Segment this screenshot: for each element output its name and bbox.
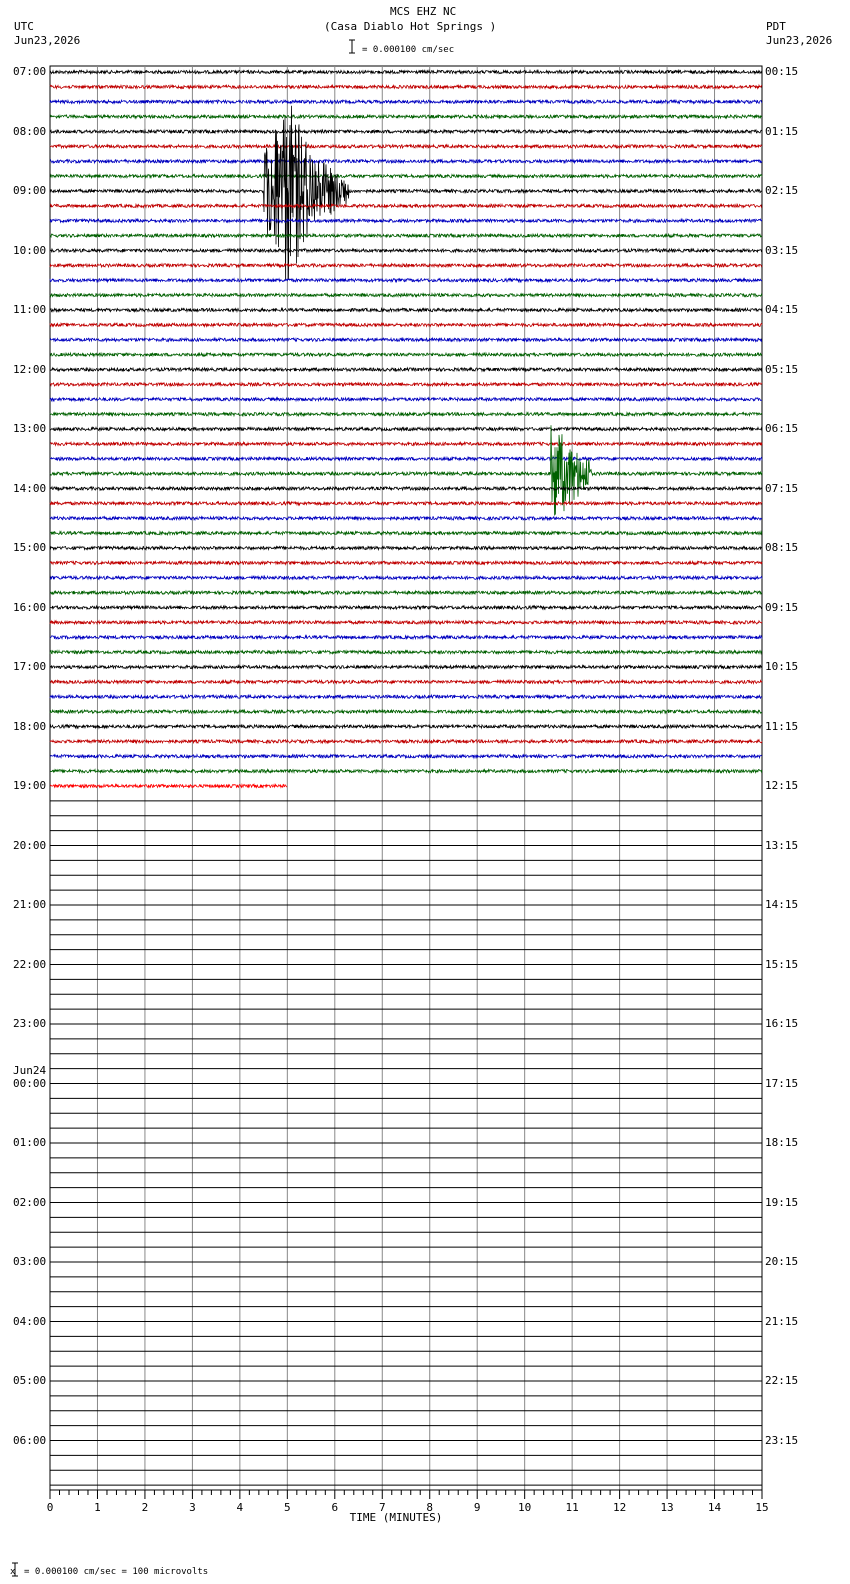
- seismic-trace: [50, 651, 762, 654]
- seismic-trace: [50, 249, 762, 252]
- seismic-trace: [50, 546, 762, 549]
- footer-mark: x: [10, 1567, 16, 1577]
- station-location: (Casa Diablo Hot Springs ): [324, 20, 497, 33]
- x-tick-label: 13: [660, 1501, 674, 1514]
- utc-hour-label: 20:00: [13, 838, 47, 852]
- pdt-hour-label: 10:15: [765, 660, 799, 673]
- pdt-hour-label: 20:15: [765, 1255, 799, 1268]
- x-tick-label: 9: [473, 1501, 481, 1514]
- pdt-hour-label: 04:15: [765, 303, 799, 316]
- utc-hour-label: 21:00: [13, 898, 47, 911]
- utc-hour-label: 00:00: [13, 1076, 47, 1090]
- seismic-trace: [50, 487, 762, 490]
- seismic-trace: [50, 606, 762, 609]
- seismic-trace: [50, 279, 762, 282]
- pdt-hour-label: 01:15: [765, 124, 799, 138]
- pdt-hour-label: 22:15: [765, 1374, 799, 1387]
- utc-hour-label: 03:00: [13, 1255, 47, 1268]
- seismic-trace: [50, 85, 762, 88]
- seismic-trace: [50, 204, 762, 207]
- seismic-trace: [50, 383, 762, 386]
- seismic-trace: [50, 234, 762, 237]
- seismic-trace: [50, 755, 762, 758]
- utc-hour-label: 02:00: [13, 1195, 47, 1209]
- x-tick-label: 5: [284, 1501, 291, 1514]
- seismic-trace: [50, 427, 762, 430]
- utc-hour-label: 01:00: [13, 1136, 47, 1149]
- seismic-trace: [50, 368, 762, 371]
- left-date: Jun23,2026: [14, 34, 81, 47]
- utc-hour-label: 13:00: [13, 422, 47, 435]
- seismic-trace: [50, 145, 762, 148]
- utc-hour-label: 06:00: [13, 1433, 47, 1447]
- pdt-hour-label: 02:15: [765, 184, 799, 197]
- left-timezone: UTC: [14, 20, 34, 33]
- seismic-trace: [50, 264, 762, 267]
- right-date: Jun23,2026: [766, 34, 833, 47]
- pdt-hour-label: 13:15: [765, 838, 799, 852]
- x-tick-label: 0: [46, 1501, 54, 1514]
- seismic-trace: [50, 442, 762, 445]
- x-tick-label: 6: [331, 1501, 339, 1514]
- utc-hour-label: 18:00: [13, 719, 47, 733]
- x-tick-label: 12: [612, 1501, 627, 1514]
- seismic-trace: [50, 353, 762, 356]
- seismic-trace: [50, 502, 762, 505]
- utc-hour-label: 09:00: [13, 184, 47, 197]
- x-tick-label: 15: [755, 1501, 769, 1514]
- station-title: MCS EHZ NC: [390, 5, 457, 18]
- pdt-hour-label: 09:15: [765, 600, 799, 614]
- seismic-trace: [50, 770, 762, 773]
- seismic-trace: [50, 100, 762, 103]
- seismic-trace: [50, 338, 762, 341]
- right-timezone: PDT: [766, 20, 786, 33]
- pdt-hour-label: 17:15: [765, 1076, 799, 1090]
- utc-hour-label: 17:00: [13, 660, 47, 673]
- pdt-hour-label: 18:15: [765, 1136, 799, 1149]
- x-tick-label: 8: [426, 1501, 434, 1514]
- seismic-trace: [50, 175, 762, 178]
- seismic-trace: [50, 740, 762, 743]
- seismic-trace: [50, 725, 762, 728]
- utc-hour-label: 22:00: [13, 957, 47, 971]
- x-tick-label: 1: [94, 1501, 101, 1514]
- seismic-trace: [50, 115, 762, 118]
- seismic-trace: [50, 636, 762, 639]
- pdt-hour-label: 00:15: [765, 65, 799, 78]
- x-tick-label: 4: [236, 1501, 244, 1514]
- utc-hour-label: 16:00: [13, 600, 47, 614]
- x-tick-label: 10: [518, 1501, 532, 1514]
- pdt-hour-label: 16:15: [765, 1017, 799, 1030]
- utc-hour-label: 15:00: [13, 541, 47, 554]
- pdt-hour-label: 15:15: [765, 957, 799, 971]
- seismic-trace: [50, 160, 762, 163]
- utc-hour-label: 23:00: [13, 1017, 47, 1030]
- seismic-trace: [50, 130, 762, 133]
- seismic-trace: [50, 308, 762, 311]
- x-tick-label: 3: [189, 1501, 196, 1514]
- pdt-hour-label: 12:15: [765, 779, 799, 792]
- seismic-trace: [50, 621, 762, 624]
- utc-hour-label: 07:00: [13, 65, 47, 78]
- x-tick-label: 7: [378, 1501, 386, 1514]
- seismic-trace: [50, 561, 762, 564]
- seismic-trace: [50, 784, 287, 787]
- seismic-trace: [50, 413, 762, 416]
- seismic-trace: [50, 398, 762, 401]
- utc-hour-label: 08:00: [13, 124, 47, 138]
- utc-hour-label: 12:00: [13, 362, 47, 376]
- utc-hour-label: 14:00: [13, 481, 47, 495]
- seismic-trace: [50, 532, 762, 535]
- utc-hour-label: 11:00: [13, 303, 47, 316]
- seismic-trace: [50, 576, 762, 579]
- seismic-trace: [50, 457, 762, 460]
- pdt-hour-label: 06:15: [765, 422, 799, 435]
- utc-hour-label: 19:00: [13, 779, 47, 792]
- seismic-trace: [50, 591, 762, 594]
- x-axis-label: TIME (MINUTES): [349, 1511, 443, 1524]
- pdt-hour-label: 11:15: [765, 719, 799, 733]
- pdt-hour-label: 23:15: [765, 1433, 799, 1447]
- pdt-hour-label: 21:15: [765, 1314, 799, 1328]
- pdt-hour-label: 14:15: [765, 898, 799, 911]
- seismic-trace: [50, 710, 762, 713]
- footer-scale-label: = 0.000100 cm/sec = 100 microvolts: [24, 1567, 209, 1577]
- pdt-hour-label: 08:15: [765, 541, 799, 554]
- pdt-hour-label: 19:15: [765, 1195, 799, 1209]
- seismic-trace: [50, 294, 762, 297]
- pdt-hour-label: 05:15: [765, 362, 799, 376]
- utc-hour-label: 10:00: [13, 243, 47, 257]
- seismic-trace: [50, 323, 762, 326]
- pdt-hour-label: 07:15: [765, 481, 799, 495]
- seismic-trace: [50, 665, 762, 668]
- day-change-label: Jun24: [13, 1063, 47, 1077]
- x-tick-label: 11: [565, 1501, 579, 1514]
- pdt-hour-label: 03:15: [765, 243, 799, 257]
- seismic-trace: [50, 517, 762, 520]
- utc-hour-label: 04:00: [13, 1314, 47, 1328]
- seismic-trace: [50, 680, 762, 683]
- x-tick-label: 2: [141, 1501, 149, 1514]
- seismic-trace: [50, 70, 762, 73]
- x-tick-label: 14: [707, 1501, 722, 1514]
- seismic-trace: [50, 695, 762, 698]
- seismic-trace: [50, 219, 762, 222]
- scale-label: = 0.000100 cm/sec: [362, 45, 455, 55]
- utc-hour-label: 05:00: [13, 1374, 47, 1387]
